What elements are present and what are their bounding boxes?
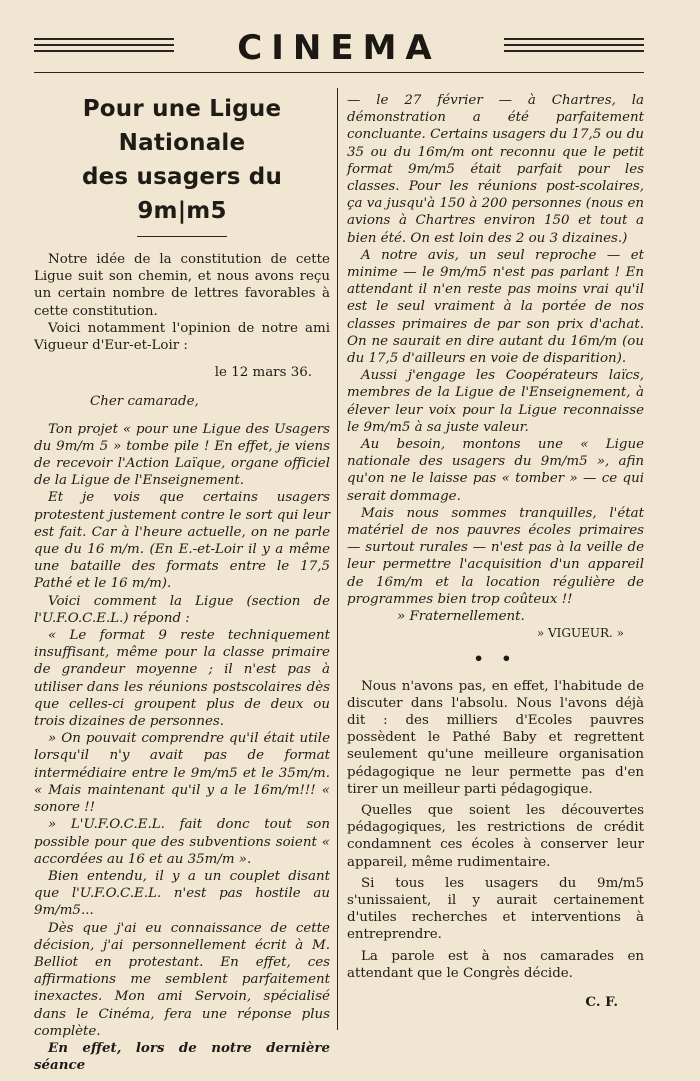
title-rule (137, 236, 227, 237)
letter-paragraph: Au besoin, montons une « Ligue nationale des usagers du 9m/m5 », afin qu'on ne le laisse pas « tomber » — ce qui serait dommage. (347, 437, 644, 504)
section-title: CINEMA (237, 28, 441, 68)
article-title (34, 92, 330, 228)
letter-paragraph: Dès que j'ai eu connaissance de cette décision, j'ai personnellement écrit à M. Belliot en protestant. En effet, ces affirmations me semblent parfaitement inexactes. Mon ami Servoin, spécialisé dans le Cinéma, fera une réponse plus complète. (34, 920, 330, 1039)
letter-paragraph: — le 27 février — à Chartres, la démonstration a été parfaitement concluante. Certains usagers du 17,5 ou du 35 ou du 16m/m ont reconnu que le petit format 9m/m5 était parfait pour les classes. Pour les réunions post-scolaires, ça va jusqu'à 150 à 200 personnes (nous en avions à Chartres environ 150 et tout a bien été. On est loin des 2 ou 3 dizaines.) (347, 93, 644, 246)
letter-paragraph: Aussi j'engage les Coopérateurs laïcs, membres de la Ligue de l'Enseignement, à élever leur voix pour la Ligue reconnaisse le 9m/m5 à sa juste valeur. (347, 368, 644, 435)
letter-paragraph: Voici comment la Ligue (section de l'U.F.O.C.E.L.) répond : (34, 593, 330, 626)
letter-quote: » On pouvait comprendre qu'il était utile lorsqu'il n'y avait pas de format intermédiaire entre le 9m/m5 et le 35m/m. « Mais maintenant qu'il y a le 16m/m!!! « sonore !! (34, 731, 330, 816)
editorial-paragraph: Si tous les usagers du 9m/m5 s'unissaient, il y aurait certainement d'utiles recherches et interventions à entreprendre. (347, 875, 644, 943)
header-underline (34, 72, 644, 73)
letter-signature: » VIGUEUR. » (536, 626, 624, 641)
header-rules-right (504, 38, 644, 56)
author-initials: C. F. (585, 993, 618, 1010)
letter-paragraph: En effet, lors de notre dernière séance (34, 1039, 330, 1074)
section-header (34, 30, 644, 74)
letter-paragraph: Mais nous sommes tranquilles, l'état matériel de nos pauvres écoles primaires — surtout rurales — n'est pas à la veille de leur permettre l'acquisition d'un appareil de 16m/m et la location régulière de programmes bien trop coûteux !! (347, 505, 644, 607)
intro-paragraph: Voici notamment l'opinion de notre ami Vigueur d'Eur-et-Loir : (34, 320, 330, 354)
letter-closing: » Fraternellement. (397, 609, 525, 625)
editorial-paragraph: La parole est à nos camarades en attendant que le Congrès décide. (347, 948, 644, 981)
letter-salutation: Cher camarade, (90, 394, 199, 410)
letter-paragraph: A notre avis, un seul reproche — et minime — le 9m/m5 n'est pas parlant ! En attendant il n'en reste pas moins vrai qu'il est le seul vraiment à la portée de nos classes primaires de par son prix d'achat. On ne saurait en dire autant du 16m/m (ou du 17,5 d'ailleurs en voie de disparition). (347, 247, 644, 367)
letter-paragraph: Et je vois que certains usagers protestent justement contre le sort qui leur est fait. Car à l'heure actuelle, on ne parle que du 16 m/m. (En E.-et-Loir il y a même une bataille des formats entre le 17,5 Pathé et le 16 m/m). (34, 490, 330, 592)
letter-paragraph: Bien entendu, il y a un couplet disant que l'U.F.O.C.E.L. n'est pas hostile au 9m/m5... (34, 868, 330, 919)
title-line-1: Pour une Ligue Nationale (82, 96, 282, 156)
section-ornament: • • (473, 648, 518, 668)
column-divider (337, 88, 338, 1030)
header-rules-left (34, 38, 174, 56)
right-column (347, 92, 644, 1011)
title-line-2: des usagers du 9m|m5 (81, 164, 283, 224)
left-column (34, 92, 330, 1074)
letter-quote: » L'U.F.O.C.E.L. fait donc tout son possible pour que des subventions soient « accordées au 16 et au 35m/m ». (34, 817, 330, 867)
letter-date: le 12 mars 36. (214, 365, 312, 381)
editorial-paragraph: Nous n'avons pas, en effet, l'habitude de discuter dans l'absolu. Nous l'avons déjà dit : des milliers d'Ecoles pauvres possèdent le Pathé Baby et regrettent seulement qu'une meilleure organisation pédagogique ne leur permette pas d'en tirer un meilleur parti pédagogique. (347, 678, 644, 797)
intro-paragraph: Notre idée de la constitution de cette Ligue suit son chemin, et nous avons reçu un certain nombre de lettres favorables à cette constitution. (34, 252, 330, 319)
letter-paragraph: Ton projet « pour une Ligue des Usagers du 9m/m 5 » tombe pile ! En effet, je viens de recevoir l'Action Laïque, organe officiel de la Ligue de l'Enseignement. (34, 421, 330, 489)
letter-quote: « Le format 9 reste techniquement insuffisant, même pour la classe primaire de grandeur moyenne ; il n'est pas à utiliser dans les réunions postscolaires dès que celles-ci groupent plus de deux ou trois dizaines de personnes. (34, 628, 330, 730)
editorial-paragraph: Quelles que soient les découvertes pédagogiques, les restrictions de crédit condamnent ces écoles à conserver leur appareil, même rudimentaire. (347, 802, 644, 870)
